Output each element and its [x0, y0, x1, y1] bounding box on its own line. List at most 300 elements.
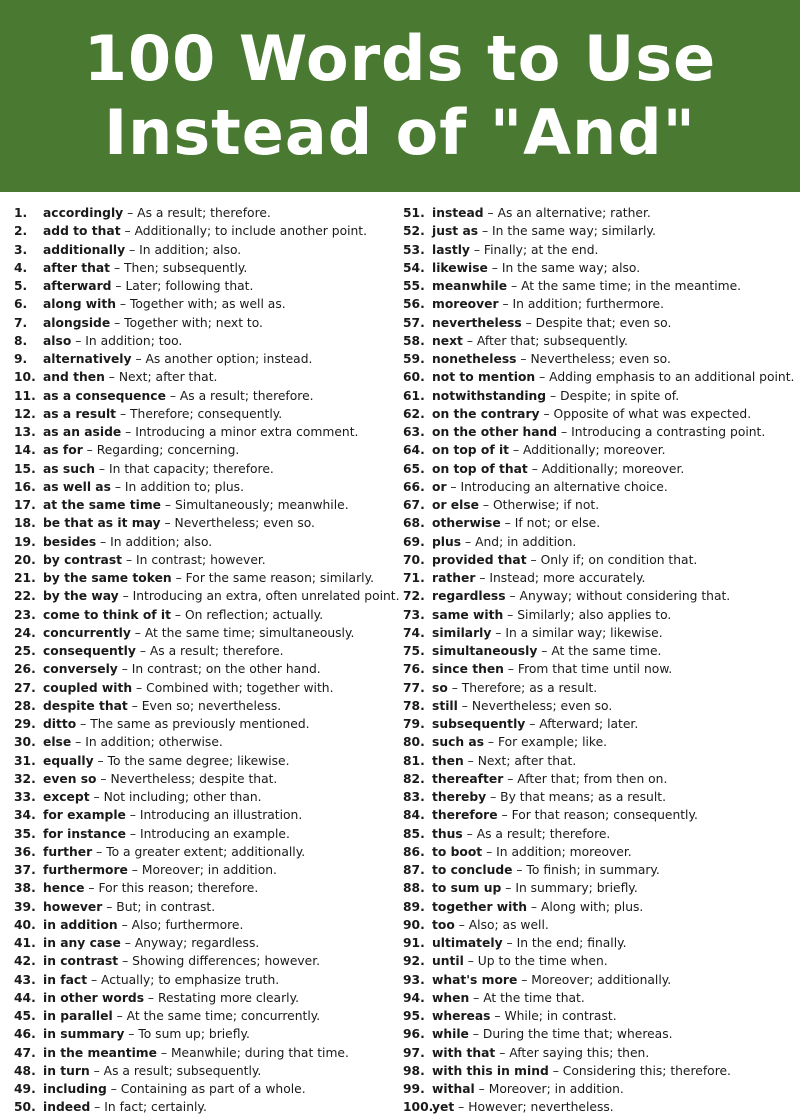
item-text — [43, 441, 239, 459]
item-separator: – — [475, 571, 490, 585]
item-number: 59. — [403, 352, 425, 366]
item-number: 92. — [403, 954, 425, 969]
item-text — [43, 642, 284, 660]
item-term: similarly — [432, 625, 492, 640]
list-item — [403, 1007, 798, 1025]
item-definition: Nevertheless; despite that. — [110, 771, 278, 786]
item-term: withal — [432, 1082, 475, 1096]
item-definition: At the time that. — [483, 990, 585, 1005]
list-item — [14, 952, 394, 970]
item-separator: – — [118, 589, 133, 604]
item-term: even so — [43, 771, 97, 786]
item-number: 98. — [403, 1063, 425, 1078]
item-separator: – — [84, 881, 99, 896]
item-definition: Not including; other than. — [103, 790, 262, 804]
item-definition: In addition; otherwise. — [85, 735, 223, 750]
list-item — [14, 241, 394, 259]
list-item — [403, 788, 798, 806]
item-number: 3. — [14, 242, 28, 257]
item-separator: – — [447, 680, 462, 695]
item-definition: Later; following that. — [125, 279, 254, 293]
item-term: afterward — [43, 279, 112, 293]
item-text — [43, 514, 315, 532]
list-item — [403, 916, 798, 934]
list-item — [403, 843, 798, 861]
item-separator: – — [457, 698, 472, 713]
item-definition: At the same time; in the meantime. — [521, 279, 742, 293]
item-definition: But; in contrast. — [116, 899, 216, 914]
item-number: 2. — [14, 224, 28, 239]
item-text — [432, 952, 608, 970]
list-item — [14, 606, 394, 624]
item-term: yet — [432, 1100, 455, 1115]
list-item — [403, 514, 798, 532]
item-number: 85. — [403, 826, 425, 841]
item-text — [43, 1080, 306, 1098]
list-item — [14, 697, 394, 715]
item-term: nonetheless — [432, 352, 517, 366]
item-definition: Introducing an alternative choice. — [460, 479, 668, 494]
list-item — [403, 533, 798, 551]
item-separator: – — [474, 1082, 489, 1096]
item-number: 9. — [14, 352, 28, 366]
item-term: indeed — [43, 1100, 91, 1115]
list-item — [14, 788, 394, 806]
item-text — [432, 752, 576, 770]
list-item — [14, 259, 394, 277]
item-definition: Introducing an illustration. — [139, 808, 303, 823]
item-term: in addition — [43, 917, 118, 932]
item-text — [43, 496, 349, 514]
item-definition: Introducing an extra, often unrelated point. — [132, 589, 400, 604]
item-text — [43, 788, 262, 806]
item-number: 20. — [14, 552, 36, 567]
item-definition: Meanwhile; during that time. — [170, 1045, 349, 1060]
item-definition: After that; subsequently. — [476, 333, 628, 348]
item-text — [432, 368, 794, 386]
item-definition: Otherwise; if not. — [492, 498, 600, 512]
item-separator: – — [116, 406, 131, 421]
list-item — [403, 295, 798, 313]
list-item — [403, 861, 798, 879]
item-number: 62. — [403, 406, 425, 421]
word-list-column-left — [14, 204, 400, 1117]
item-text — [43, 715, 310, 733]
item-definition: Nevertheless; even so. — [471, 698, 613, 713]
list-item — [403, 332, 798, 350]
word-list-column-right — [403, 204, 798, 1117]
item-separator: – — [171, 607, 185, 622]
item-text — [432, 478, 668, 496]
list-item — [403, 204, 798, 222]
item-number: 12. — [14, 406, 36, 421]
item-term: in other words — [43, 990, 145, 1005]
item-term: same with — [432, 607, 504, 622]
item-number: 52. — [403, 224, 425, 239]
item-text — [432, 624, 663, 642]
item-term: alternatively — [43, 352, 132, 366]
list-item — [14, 569, 394, 587]
list-item — [403, 934, 798, 952]
item-definition: Similarly; also applies to. — [517, 607, 672, 622]
item-term: be that as it may — [43, 516, 161, 531]
item-definition: Regarding; concerning. — [96, 443, 240, 458]
item-definition: Also; as well. — [468, 917, 549, 932]
list-item — [14, 660, 394, 678]
item-definition: To sum up; briefly. — [138, 1027, 250, 1042]
item-text — [432, 916, 549, 934]
list-item — [403, 715, 798, 733]
item-number: 94. — [403, 990, 425, 1005]
item-number: 15. — [14, 461, 36, 476]
item-text — [432, 1025, 673, 1043]
item-term: despite that — [43, 698, 128, 713]
item-definition: To the same degree; likewise. — [107, 753, 290, 768]
item-term: just as — [432, 224, 479, 239]
item-separator: – — [161, 498, 175, 512]
item-term: in summary — [43, 1027, 125, 1042]
list-item — [14, 350, 394, 368]
item-term: conversely — [43, 662, 118, 677]
item-definition: For that reason; consequently. — [511, 808, 698, 823]
list-item — [14, 204, 394, 222]
item-text — [432, 697, 612, 715]
item-separator: – — [104, 370, 119, 385]
item-separator: – — [468, 1027, 483, 1042]
item-definition: In addition; moreover. — [496, 844, 632, 859]
item-text — [432, 898, 643, 916]
item-term: also — [43, 333, 72, 348]
item-separator: – — [521, 315, 536, 330]
item-text — [432, 843, 632, 861]
item-number: 57. — [403, 315, 425, 330]
item-number: 95. — [403, 1009, 425, 1023]
list-item — [14, 387, 394, 405]
item-text — [43, 387, 314, 405]
item-term: in contrast — [43, 954, 119, 969]
item-separator: – — [89, 1063, 104, 1078]
item-separator: – — [124, 1027, 139, 1042]
list-item — [403, 624, 798, 642]
item-separator: – — [548, 1063, 563, 1078]
item-separator: – — [90, 1100, 105, 1115]
list-item — [14, 752, 394, 770]
item-number: 88. — [403, 881, 425, 896]
item-text — [432, 259, 640, 277]
item-separator: – — [125, 808, 140, 823]
item-number: 58. — [403, 333, 425, 348]
item-separator: – — [127, 698, 142, 713]
item-term: as for — [43, 443, 83, 458]
item-number: 60. — [403, 370, 425, 385]
list-item — [14, 314, 394, 332]
item-number: 63. — [403, 425, 425, 439]
item-text — [432, 551, 697, 569]
item-definition: Together with; as well as. — [129, 297, 286, 312]
item-term: except — [43, 790, 90, 804]
list-item — [14, 423, 394, 441]
item-definition: In that capacity; therefore. — [108, 461, 274, 476]
item-separator: – — [535, 370, 550, 385]
item-number: 33. — [14, 790, 36, 804]
item-term: moreover — [432, 297, 499, 312]
item-term: then — [432, 753, 464, 768]
item-definition: Restating more clearly. — [157, 990, 299, 1005]
item-definition: As a result; subsequently. — [103, 1063, 262, 1078]
item-term: further — [43, 844, 93, 859]
item-separator: – — [102, 899, 117, 914]
item-number: 81. — [403, 753, 425, 768]
item-term: at the same time — [43, 498, 162, 512]
item-text — [43, 478, 244, 496]
item-text — [43, 660, 321, 678]
list-item — [403, 1062, 798, 1080]
item-text — [43, 277, 253, 295]
item-term: still — [432, 698, 458, 713]
item-text — [43, 314, 263, 332]
item-definition: Moreover; in addition. — [141, 863, 277, 877]
item-number: 66. — [403, 479, 425, 494]
item-separator: – — [82, 443, 97, 458]
item-term: in parallel — [43, 1009, 113, 1023]
list-item — [14, 1080, 394, 1098]
list-item — [14, 441, 394, 459]
item-definition: Only if; on condition that. — [540, 552, 698, 567]
item-separator: – — [106, 1082, 121, 1096]
item-text — [43, 551, 266, 569]
list-item — [403, 806, 798, 824]
item-text — [43, 916, 243, 934]
item-term: as an aside — [43, 425, 122, 439]
item-text — [432, 806, 698, 824]
list-item — [403, 1044, 798, 1062]
item-number: 48. — [14, 1063, 36, 1078]
item-term: after that — [43, 260, 111, 275]
item-number: 47. — [14, 1045, 36, 1060]
item-definition: Considering this; therefore. — [562, 1063, 731, 1078]
item-number: 40. — [14, 917, 36, 932]
item-definition: Therefore; as a result. — [461, 680, 598, 695]
list-item — [403, 752, 798, 770]
list-item — [14, 551, 394, 569]
item-definition: In fact; certainly. — [104, 1100, 207, 1115]
item-term: together with — [432, 899, 527, 914]
item-term: and then — [43, 370, 105, 385]
item-definition: In addition; too. — [85, 333, 183, 348]
item-definition: In contrast; on the other hand. — [131, 662, 321, 677]
list-item — [403, 551, 798, 569]
item-number: 99. — [403, 1082, 425, 1096]
item-definition: Therefore; consequently. — [130, 406, 283, 421]
list-item — [14, 222, 394, 240]
item-text — [432, 533, 576, 551]
item-number: 21. — [14, 571, 36, 585]
item-term: lastly — [432, 242, 470, 257]
item-term: plus — [432, 534, 462, 549]
item-number: 53. — [403, 242, 425, 257]
item-term: ultimately — [432, 936, 503, 950]
list-item — [403, 642, 798, 660]
list-item — [14, 496, 394, 514]
item-separator: – — [110, 260, 124, 275]
item-text — [43, 806, 302, 824]
item-separator: – — [491, 625, 506, 640]
item-definition: By that means; as a result. — [500, 790, 666, 804]
item-number: 64. — [403, 443, 425, 458]
item-definition: Nevertheless; even so. — [174, 516, 315, 531]
item-separator: – — [490, 1009, 505, 1023]
list-item — [403, 277, 798, 295]
item-term: on the contrary — [432, 406, 540, 421]
item-separator: – — [501, 881, 516, 896]
item-definition: As a result; therefore. — [137, 206, 271, 220]
item-text — [43, 259, 247, 277]
list-item — [403, 423, 798, 441]
list-item — [403, 660, 798, 678]
item-text — [432, 460, 684, 478]
item-number: 34. — [14, 808, 36, 823]
item-number: 68. — [403, 516, 425, 531]
item-number: 39. — [14, 899, 36, 914]
item-definition: For the same reason; similarly. — [185, 571, 374, 585]
item-number: 4. — [14, 260, 28, 275]
list-item — [403, 989, 798, 1007]
item-separator: – — [482, 844, 497, 859]
item-number: 72. — [403, 589, 425, 604]
item-text — [43, 733, 223, 751]
item-separator: – — [512, 863, 527, 877]
item-separator: – — [503, 662, 518, 677]
item-term: simultaneously — [432, 644, 538, 658]
item-number: 96. — [403, 1027, 425, 1042]
item-term: additionally — [43, 242, 126, 257]
item-definition: In addition to; plus. — [124, 479, 244, 494]
item-term: meanwhile — [432, 279, 508, 293]
item-term: regardless — [432, 589, 506, 604]
item-term: rather — [432, 571, 476, 585]
list-item — [403, 952, 798, 970]
item-separator: – — [537, 644, 552, 658]
item-term: including — [43, 1082, 107, 1096]
item-definition: Anyway; without considering that. — [519, 589, 731, 604]
item-separator: – — [132, 680, 147, 695]
item-definition: Simultaneously; meanwhile. — [174, 498, 349, 512]
item-text — [432, 496, 599, 514]
item-number: 17. — [14, 498, 36, 512]
item-term: for instance — [43, 826, 126, 841]
item-number: 26. — [14, 662, 36, 677]
list-item — [14, 624, 394, 642]
item-separator: – — [123, 206, 138, 220]
item-term: since then — [432, 662, 504, 677]
item-separator: – — [483, 206, 498, 220]
list-item — [403, 460, 798, 478]
item-separator: – — [507, 279, 522, 293]
item-separator: – — [516, 352, 531, 366]
item-text — [43, 606, 323, 624]
list-item — [14, 806, 394, 824]
item-number: 61. — [403, 388, 425, 403]
item-definition: Up to the time when. — [477, 954, 608, 969]
item-term: likewise — [432, 260, 488, 275]
item-text — [432, 788, 666, 806]
item-text — [43, 569, 374, 587]
item-definition: Nevertheless; even so. — [530, 352, 671, 366]
item-term: as well as — [43, 479, 111, 494]
item-term: else — [43, 735, 72, 750]
item-definition: As a result; therefore. — [476, 826, 611, 841]
item-number: 28. — [14, 698, 36, 713]
item-text — [43, 624, 354, 642]
page-title-line-1: 100 Words to Use — [83, 22, 717, 95]
item-text — [43, 752, 290, 770]
item-text — [43, 423, 358, 441]
item-definition: Also; furthermore. — [131, 917, 244, 932]
item-text — [43, 241, 241, 259]
list-item — [14, 405, 394, 423]
item-separator: – — [116, 297, 130, 312]
item-definition: Despite; in spite of. — [560, 388, 680, 403]
item-text — [43, 587, 400, 605]
item-definition: In the end; finally. — [516, 936, 627, 950]
item-text — [432, 971, 671, 989]
item-number: 83. — [403, 790, 425, 804]
item-definition: Despite that; even so. — [535, 315, 672, 330]
item-separator: – — [165, 388, 180, 403]
list-item — [403, 733, 798, 751]
list-item — [403, 879, 798, 897]
list-item — [14, 1025, 394, 1043]
item-text — [43, 825, 290, 843]
item-separator: – — [110, 315, 125, 330]
item-separator: – — [125, 242, 140, 257]
item-number: 56. — [403, 297, 425, 312]
item-number: 89. — [403, 899, 425, 914]
item-number: 45. — [14, 1009, 36, 1023]
item-definition: On reflection; actually. — [184, 607, 324, 622]
item-separator: – — [462, 826, 477, 841]
item-separator: – — [118, 954, 133, 969]
item-separator: – — [509, 443, 524, 458]
list-item — [14, 460, 394, 478]
item-term: however — [43, 899, 103, 914]
item-separator: – — [160, 516, 175, 531]
item-definition: Together with; next to. — [124, 315, 263, 330]
item-definition: Combined with; together with. — [146, 680, 334, 695]
item-term: instead — [432, 206, 484, 220]
list-item — [403, 606, 798, 624]
list-item — [14, 1098, 394, 1116]
item-definition: While; in contrast. — [504, 1009, 617, 1023]
item-text — [432, 1080, 624, 1098]
item-definition: Moreover; in addition. — [488, 1082, 624, 1096]
item-definition: Anyway; regardless. — [134, 936, 260, 950]
list-item — [14, 971, 394, 989]
list-item — [14, 332, 394, 350]
item-term: whereas — [432, 1009, 491, 1023]
list-item — [14, 514, 394, 532]
item-term: not to mention — [432, 370, 536, 385]
item-number: 84. — [403, 808, 425, 823]
item-definition: After that; from then on. — [517, 771, 668, 786]
item-number: 46. — [14, 1027, 36, 1042]
item-separator: – — [487, 260, 502, 275]
item-definition: Adding emphasis to an additional point. — [549, 370, 795, 385]
item-separator: – — [525, 717, 540, 731]
item-separator: – — [469, 990, 484, 1005]
item-definition: At the same time; concurrently. — [126, 1009, 321, 1023]
item-number: 75. — [403, 644, 425, 658]
